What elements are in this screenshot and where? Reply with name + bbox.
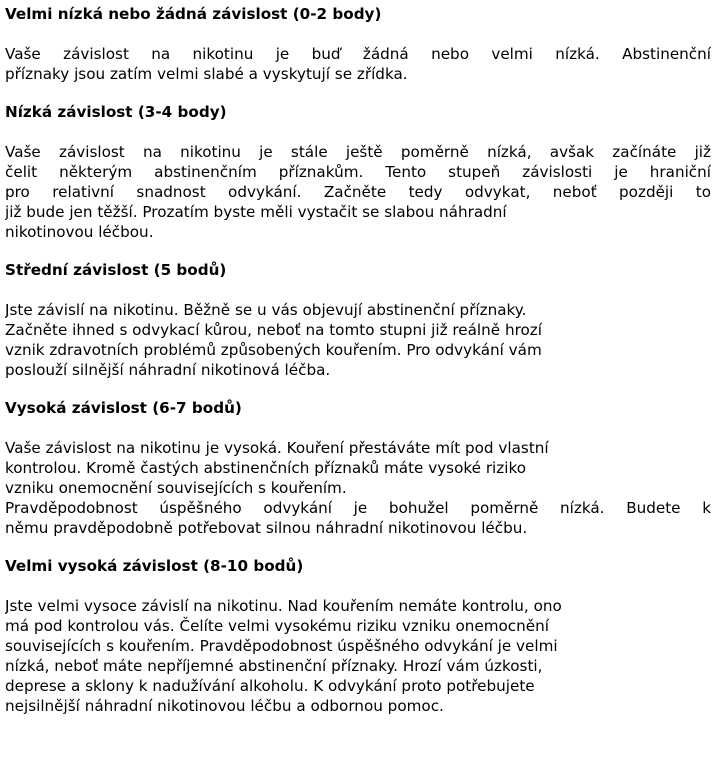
paragraph-line: Pravděpodobnost úspěšného odvykání je bohužel poměrně nízká. Budete k bbox=[5, 499, 711, 517]
paragraph-line: příznaky jsou zatím velmi slabé a vyskytují se zřídka. bbox=[5, 65, 408, 83]
paragraph-line: Začněte ihned s odvykací kůrou, neboť na tomto stupni již reálně hrozí bbox=[5, 321, 542, 339]
paragraph-line: vznik zdravotních problémů způsobených kouřením. Pro odvykání vám bbox=[5, 341, 542, 359]
paragraph-line: nejsilnější náhradní nikotinovou léčbu a odbornou pomoc. bbox=[5, 697, 444, 715]
paragraph-line: nízká, neboť máte nepříjemné abstinenční příznaky. Hrozí vám úzkosti, bbox=[5, 657, 543, 675]
paragraph-line: pro relativní snadnost odvykání. Začněte tedy odvykat, neboť později to bbox=[5, 183, 711, 201]
section-very-low-dependence bbox=[5, 4, 711, 102]
paragraph-line: kontrolou. Kromě častých abstinenčních příznaků máte vysoké riziko bbox=[5, 459, 527, 477]
paragraph-line: souvisejících s kouřením. Pravděpodobnost úspěšného odvykání je velmi bbox=[5, 637, 558, 655]
section-paragraph bbox=[5, 596, 711, 716]
section-paragraph bbox=[5, 300, 711, 380]
section-paragraph bbox=[5, 44, 711, 84]
paragraph-line: Vaše závislost na nikotinu je vysoká. Kouření přestáváte mít pod vlastní bbox=[5, 439, 549, 457]
paragraph-line: němu pravděpodobně potřebovat silnou náhradní nikotinovou léčbu. bbox=[5, 519, 528, 537]
section-heading: Velmi vysoká závislost (8-10 bodů) bbox=[5, 557, 304, 575]
paragraph-line: Jste závislí na nikotinu. Běžně se u vás objevují abstinenční příznaky. bbox=[5, 301, 527, 319]
section-heading: Vysoká závislost (6-7 bodů) bbox=[5, 399, 242, 417]
section-heading: Velmi nízká nebo žádná závislost (0-2 body) bbox=[5, 5, 382, 23]
paragraph-line: má pod kontrolou vás. Čelíte velmi vysokému riziku vzniku onemocnění bbox=[5, 617, 549, 635]
section-high-dependence bbox=[5, 398, 711, 556]
paragraph-line: čelit některým abstinenčním příznakům. Tento stupeň závislosti je hraniční bbox=[5, 163, 711, 181]
section-very-high-dependence bbox=[5, 556, 711, 716]
section-heading: Střední závislost (5 bodů) bbox=[5, 261, 227, 279]
paragraph-line: Jste velmi vysoce závislí na nikotinu. Nad kouřením nemáte kontrolu, ono bbox=[5, 597, 562, 615]
section-heading: Nízká závislost (3-4 body) bbox=[5, 103, 227, 121]
paragraph-line: Vaše závislost na nikotinu je stále ještě poměrně nízká, avšak začínáte již bbox=[5, 143, 711, 161]
section-low-dependence bbox=[5, 102, 711, 260]
paragraph-line: Vaše závislost na nikotinu je buď žádná nebo velmi nízká. Abstinenční bbox=[5, 45, 711, 63]
paragraph-line: poslouží silnější náhradní nikotinová léčba. bbox=[5, 361, 331, 379]
section-medium-dependence bbox=[5, 260, 711, 398]
paragraph-line: již bude jen těžší. Prozatím byste měli vystačit se slabou náhradní bbox=[5, 203, 507, 221]
paragraph-line: nikotinovou léčbou. bbox=[5, 223, 154, 241]
section-paragraph bbox=[5, 438, 711, 538]
paragraph-line: vzniku onemocnění souvisejících s kouřením. bbox=[5, 479, 347, 497]
section-paragraph bbox=[5, 142, 711, 242]
paragraph-line: deprese a sklony k nadužívání alkoholu. K odvykání proto potřebujete bbox=[5, 677, 535, 695]
